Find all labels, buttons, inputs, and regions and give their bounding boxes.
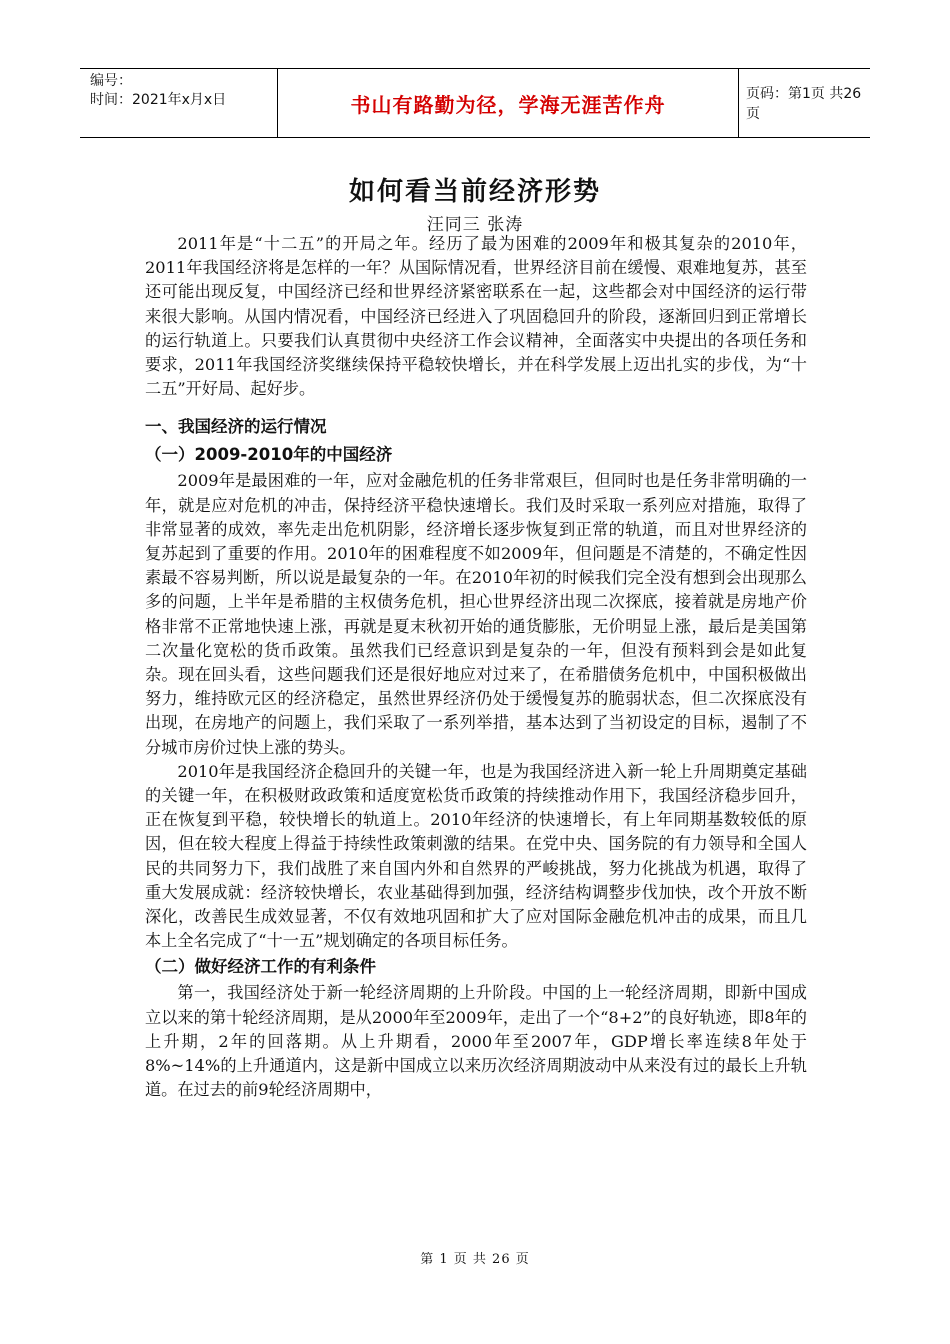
header-page-info: 页码：第1页 共26页 bbox=[746, 86, 862, 122]
time-label: 时间：2021年x月x日 bbox=[90, 92, 227, 108]
header-motto: 书山有路勤为径，学海无涯苦作舟 bbox=[278, 69, 739, 137]
body-paragraph-1: 2009年是最困难的一年，应对金融危机的任务非常艰巨，但同时也是任务非常明确的一年，就是应对危机的冲击，保持经济平稳快速增长。我们及时采取一系列应对措施，取得了非常显著的成效，率先走出危机阴影，经济增长逐步恢复到正常的轨道，而且对世界经济的复苏起到了重要的作用。2010年的困难程度不如2009年，但问题是不清楚的，不确定性因素最不容易判断，所以说是最复杂的一年。在2010年初的时候我们完全没有想到会出现那么多的问题，上半年是希腊的主权债务危机，担心世界经济出现二次探底，接着就是房地产价格非常不正常地快速上涨，再就是夏末秋初开始的通货膨胀，无价明显上涨，最后是美国第二次量化宽松的货币政策。虽然我们已经意识到是复杂的一年，但没有预料到会是如此复杂。现在回头看，这些问题我们还是很好地应对过来了，在希腊债务危机中，中国积极做出努力，维持欧元区的经济稳定，虽然世界经济仍处于缓慢复苏的脆弱状态，但二次探底没有出现，在房地产的问题上，我们采取了一系列举措，基本达到了当初设定的目标，遏制了不分城市房价过快上涨的势头。 bbox=[145, 471, 807, 757]
number-label: 编号： bbox=[90, 73, 132, 89]
intro-paragraph: 2011年是“十二五”的开局之年。经历了最为困难的2009年和极其复杂的2010年，2011年我国经济将是怎样的一年？从国际情况看，世界经济目前在缓慢、艰难地复苏，甚至还可能出现反复，中国经济已经和世界经济紧密联系在一起，这些都会对中国经济的运行带来很大影响。从国内情况看，中国经济已经进入了巩固稳回升的阶段，逐渐回归到正常增长的运行轨道上。只要我们认真贯彻中央经济工作会议精神，全面落实中央提出的各项任务和要求，2011年我国经济奖继续保持平稳较快增长，并在科学发展上迈出扎实的步伐，为“十二五”开好局、起好步。 bbox=[145, 234, 807, 399]
body-paragraph-2: 2010年是我国经济企稳回升的关键一年，也是为我国经济进入新一轮上升周期奠定基础的关键一年，在积极财政政策和适度宽松货币政策的持续推动作用下，我国经济稳步回升，正在恢复到平稳，较快增长的轨道上。2010年经济的快速增长，有上年同期基数较低的原因，但在较大程度上得益于持续性政策刺激的结果。在党中央、国务院的有力领导和全国人民的共同努力下，我们战胜了来自国内外和自然界的严峻挑战，努力化挑战为机遇，取得了重大发展成就：经济较快增长，农业基础得到加强，经济结构调整步伐加快，改个开放不断深化，改善民生成效显著，不仅有效地巩固和扩大了应对国际金融危机冲击的成果，而且几本上全名完成了“十一五”规划确定的各项目标任务。 bbox=[145, 761, 807, 951]
section-heading-1: 一、我国经济的运行情况 bbox=[145, 417, 327, 437]
header-meta bbox=[80, 69, 278, 137]
subsection-heading-2: （二）做好经济工作的有利条件 bbox=[145, 957, 376, 977]
subsection-heading-1: （一）2009-2010年的中国经济 bbox=[145, 445, 393, 465]
document-body bbox=[145, 232, 807, 1103]
document-title: 如何看当前经济形势 bbox=[348, 177, 601, 207]
page-header bbox=[80, 68, 870, 138]
document-authors: 汪同三 张涛 bbox=[426, 215, 524, 235]
page-footer: 第 1 页 共 26 页 bbox=[420, 1252, 530, 1267]
body-paragraph-3: 第一，我国经济处于新一轮经济周期的上升阶段。中国的上一轮经济周期，即新中国成立以来的第十轮经济周期，是从2000年至2009年，走出了一个“8+2”的良好轨迹，即8年的上升期，2年的回落期。从上升期看，2000年至2007年，GDP增长率连续8年处于8%~14%的上升通道内，这是新中国成立以来历次经济周期波动中从来没有过的最长上升轨道。在过去的前9轮经济周期中， bbox=[145, 983, 807, 1100]
